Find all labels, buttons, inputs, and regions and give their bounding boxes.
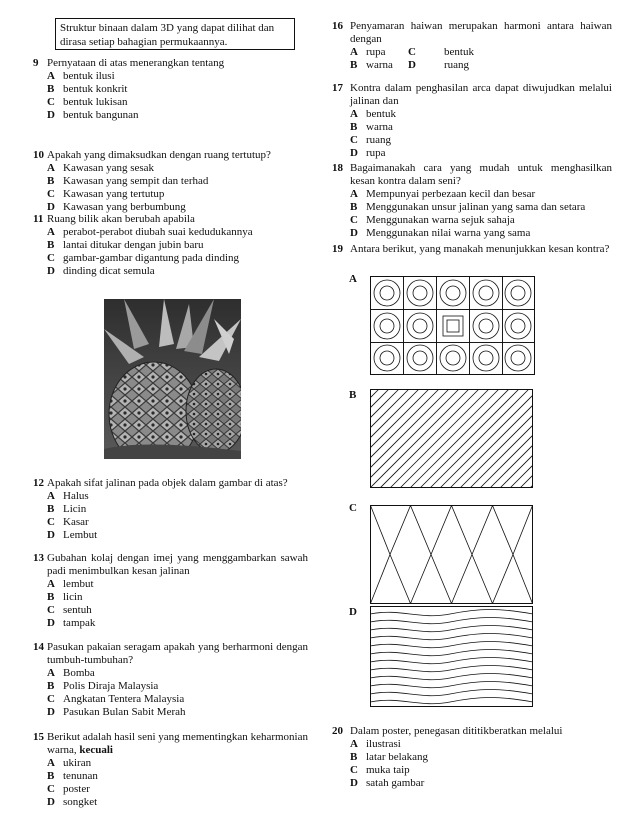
option-c[interactable]: C bentuk lukisan [47,96,128,108]
question-stem: Bagaimanakah cara yang mudah untuk menghasilkan kesan kontra dalam seni? [350,162,612,187]
option-a[interactable]: A lembut [47,578,94,590]
question-stem: Pasukan pakaian seragam apakah yang berharmoni dengan tumbuh-tumbuhan? [47,641,308,666]
option-a[interactable]: A Halus [47,490,89,502]
option-c[interactable]: C ruang [350,134,392,146]
option-d-label[interactable]: D [349,606,357,618]
option-a[interactable]: A bentuk ilusi [47,70,115,82]
question-number: 20 [332,725,343,737]
question-19 [332,243,612,256]
question-number: 16 [332,20,343,32]
option-c[interactable]: C Kawasan yang tertutup [47,188,165,200]
option-c[interactable]: C gambar-gambar digantung pada dinding [47,252,240,264]
question-stem: Kontra dalam penghasilan arca dapat diwujudkan melalui jalinan dan [350,82,612,107]
option-a[interactable]: A perabot-perabot diubah suai kedudukannya [47,226,253,238]
option-c[interactable]: C Menggunakan warna sejuk sahaja [350,214,515,226]
option-c[interactable]: C Angkatan Tentera Malaysia [47,693,185,705]
question-number: 10 [33,149,44,161]
option-d[interactable]: D Pasukan Bulan Sabit Merah [47,706,186,718]
question-13 [33,552,308,630]
option-b-label[interactable]: B [349,389,357,401]
question-number: 13 [33,552,44,564]
option-c-label[interactable]: C [349,502,357,514]
stem-emphasis: kecuali [79,744,113,756]
option-a[interactable]: A Kawasan yang sesak [47,162,155,174]
question-11 [33,213,308,278]
question-10 [33,149,308,214]
option-b[interactable]: B Kawasan yang sempit dan terhad [47,175,209,187]
option-b[interactable]: B latar belakang [350,751,428,763]
option-b[interactable]: B Licin [47,503,87,515]
option-d[interactable]: D satah gambar [350,777,425,789]
option-c[interactable]: C Kasar [47,516,89,528]
option-a-figure[interactable] [370,276,535,375]
question-number: 15 [33,731,44,743]
option-b[interactable]: B warna [350,121,393,133]
question-stem: Ruang bilik akan berubah apabila [47,213,195,225]
question-stem: Apakah sifat jalinan pada objek dalam gambar di atas? [47,477,288,489]
question-stem: Pernyataan di atas menerangkan tentang [47,57,225,69]
option-d-figure[interactable] [370,606,533,707]
pineapple-photo [104,299,241,459]
question-stem: Berikut adalah hasil seni yang mementingkan keharmonian warna, kecuali [47,731,308,756]
option-d[interactable]: D rupa [350,147,386,159]
question-stem: Gubahan kolaj dengan imej yang menggambarkan sawah padi menimbulkan kesan jalinan [47,552,308,577]
option-b[interactable]: B tenunan [47,770,98,782]
question-9 [33,57,308,122]
option-b[interactable]: B licin [47,591,83,603]
option-d[interactable]: D Menggunakan nilai warna yang sama [350,227,531,239]
option-d[interactable]: D ruang [408,59,470,71]
option-d[interactable]: D tampak [47,617,96,629]
option-a[interactable]: A Bomba [47,667,95,679]
option-d[interactable]: D Kawasan yang berbumbung [47,201,186,213]
question-16 [332,20,612,72]
intro-statement-box [55,18,295,50]
option-c[interactable]: C bentuk [408,46,474,58]
option-c[interactable]: C sentuh [47,604,92,616]
option-c[interactable]: C poster [47,783,90,795]
question-15 [33,731,308,809]
option-b[interactable]: B lantai ditukar dengan jubin baru [47,239,204,251]
option-b[interactable]: B bentuk konkrit [47,83,128,95]
question-number: 11 [33,213,44,225]
question-stem: Apakah yang dimaksudkan dengan ruang tertutup? [47,149,271,161]
question-stem: Penyamaran haiwan merupakan harmoni antara haiwan dengan [350,20,612,45]
option-a[interactable]: A ilustrasi [350,738,401,750]
option-c-figure[interactable] [370,505,533,604]
option-b-figure[interactable] [370,389,533,488]
question-12 [33,477,308,542]
question-14 [33,641,308,719]
option-b[interactable]: B warna [350,59,393,71]
question-number: 14 [33,641,44,653]
option-b[interactable]: B Polis Diraja Malaysia [47,680,159,692]
question-stem: Dalam poster, penegasan dititikberatkan melalui [350,725,563,737]
option-d[interactable]: D bentuk bangunan [47,109,139,121]
question-stem: Antara berikut, yang manakah menunjukkan kesan kontra? [350,243,610,255]
question-number: 17 [332,82,343,94]
option-d[interactable]: D dinding dicat semula [47,265,155,277]
option-d[interactable]: D songket [47,796,98,808]
option-d[interactable]: D Lembut [47,529,98,541]
option-a-label[interactable]: A [349,273,357,285]
question-number: 12 [33,477,44,489]
option-a[interactable]: A rupa [350,46,386,58]
question-number: 18 [332,162,343,174]
option-a[interactable]: A bentuk [350,108,396,120]
question-number: 9 [33,57,39,69]
intro-statement-text: Struktur binaan dalam 3D yang dapat dilihat dan dirasa setiap bahagian permukaannya. [60,22,275,48]
option-c[interactable]: C muka taip [350,764,410,776]
question-20 [332,725,612,790]
option-a[interactable]: A Mempunyai perbezaan kecil dan besar [350,188,536,200]
option-a[interactable]: A ukiran [47,757,92,769]
question-17 [332,82,612,160]
question-18 [332,162,612,240]
option-b[interactable]: B Menggunakan unsur jalinan yang sama dan setara [350,201,586,213]
question-number: 19 [332,243,343,255]
